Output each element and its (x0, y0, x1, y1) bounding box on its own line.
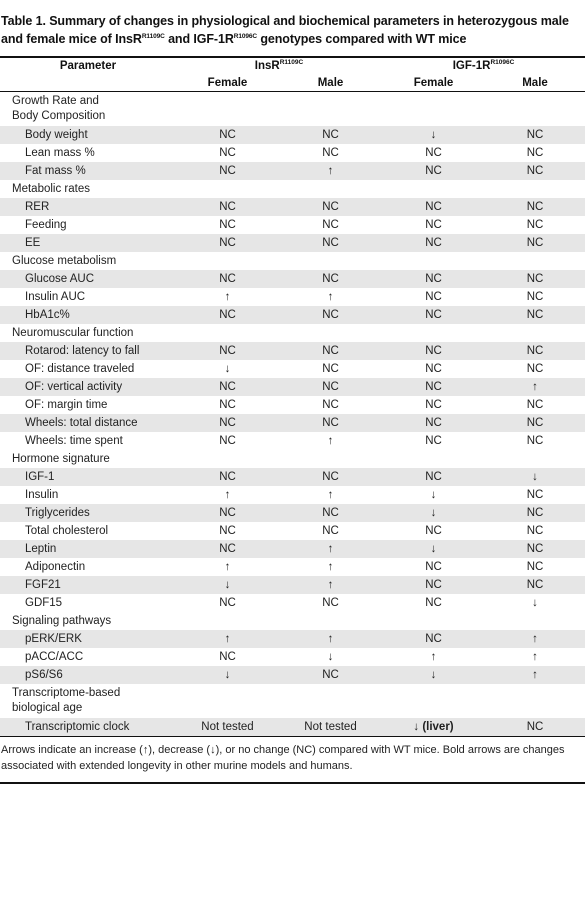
value-cell: NC (485, 504, 585, 522)
value-cell: NC (382, 558, 485, 576)
parameter-cell: Wheels: total distance (0, 414, 176, 432)
caption-sup-insr: R1109C (141, 32, 165, 40)
value-cell: NC (279, 666, 382, 684)
table-row (0, 378, 585, 396)
section-row (0, 612, 585, 630)
value-cell: ↑ (176, 630, 279, 648)
value-cell: NC (382, 306, 485, 324)
parameter-cell: Adiponectin (0, 558, 176, 576)
value-cell: NC (382, 198, 485, 216)
value-cell: NC (485, 198, 585, 216)
table-body (0, 92, 585, 737)
parameter-cell: Wheels: time spent (0, 432, 176, 450)
table-row (0, 270, 585, 288)
value-cell: NC (485, 486, 585, 504)
value-cell: NC (279, 270, 382, 288)
value-cell: NC (279, 504, 382, 522)
table-row (0, 718, 585, 736)
parameter-cell: Fat mass % (0, 162, 176, 180)
value-cell: NC (279, 468, 382, 486)
value-cell: ↑ (279, 558, 382, 576)
value-cell: NC (176, 216, 279, 234)
value-cell: NC (485, 126, 585, 144)
value-cell: NC (485, 162, 585, 180)
value-cell: NC (485, 414, 585, 432)
value-cell: NC (485, 270, 585, 288)
parameter-cell: GDF15 (0, 594, 176, 612)
table-row (0, 504, 585, 522)
table-row (0, 468, 585, 486)
table-row (0, 666, 585, 684)
value-cell: NC (485, 360, 585, 378)
value-cell: NC (382, 396, 485, 414)
table-row (0, 648, 585, 666)
value-cell: ↑ (279, 432, 382, 450)
value-cell: NC (176, 468, 279, 486)
table-row (0, 288, 585, 306)
value-cell: NC (485, 558, 585, 576)
value-cell: NC (279, 306, 382, 324)
table-caption (0, 0, 585, 48)
table-row (0, 630, 585, 648)
value-cell: NC (176, 414, 279, 432)
value-cell: ↑ (279, 288, 382, 306)
table-row (0, 558, 585, 576)
igf-sup: R1096C (490, 59, 515, 67)
value-cell: ↓ (176, 666, 279, 684)
igf-female-header: Female (382, 75, 485, 92)
value-cell: ↓ (382, 126, 485, 144)
value-cell: NC (382, 522, 485, 540)
value-cell: NC (176, 306, 279, 324)
value-cell: NC (485, 432, 585, 450)
value-cell: ↓ (279, 648, 382, 666)
value-cell: NC (176, 504, 279, 522)
end-rule (0, 782, 585, 784)
table-row (0, 576, 585, 594)
parameter-cell: IGF-1 (0, 468, 176, 486)
footnote: Arrows indicate an increase (↑), decrease (↓), or no change (NC) compared with WT mice. Bold arrows are changes associated with extended longevity in other murine models and humans. (1, 744, 565, 772)
parameter-cell: pS6/S6 (0, 666, 176, 684)
value-cell: NC (176, 342, 279, 360)
value-cell: NC (279, 360, 382, 378)
value-cell: ↑ (279, 162, 382, 180)
insr-male-header: Male (279, 75, 382, 92)
value-cell: NC (279, 378, 382, 396)
section-row (0, 252, 585, 270)
value-cell: NC (176, 648, 279, 666)
value-cell: ↑ (485, 648, 585, 666)
value-cell: NC (382, 576, 485, 594)
table-row (0, 540, 585, 558)
table-row (0, 432, 585, 450)
parameter-cell: HbA1c% (0, 306, 176, 324)
value-cell: ↓ (485, 468, 585, 486)
parameter-cell: Total cholesterol (0, 522, 176, 540)
value-cell: NC (382, 630, 485, 648)
value-cell: NC (279, 594, 382, 612)
value-cell: NC (279, 342, 382, 360)
parameter-cell: Leptin (0, 540, 176, 558)
value-cell: NC (485, 306, 585, 324)
table-row (0, 342, 585, 360)
table-row (0, 522, 585, 540)
igf-header (382, 58, 585, 75)
parameter-cell: Insulin (0, 486, 176, 504)
value-cell: NC (382, 414, 485, 432)
value-cell: ↓ (382, 504, 485, 522)
value-cell: NC (176, 540, 279, 558)
value-cell: NC (485, 216, 585, 234)
value-cell: NC (279, 126, 382, 144)
caption-text: genotypes compared with WT mice (257, 32, 467, 46)
value-cell: ↓ (382, 540, 485, 558)
value-cell: NC (382, 342, 485, 360)
value-cell: ↓ (382, 486, 485, 504)
header-row (0, 58, 585, 75)
value-cell: NC (485, 288, 585, 306)
parameter-cell: OF: distance traveled (0, 360, 176, 378)
value-cell: ↑ (485, 666, 585, 684)
caption-text: Table 1. Summary of changes in physiological and biochemical parameters in heterozygous male and female mice of InsR (1, 14, 569, 46)
value-cell: ↑ (485, 630, 585, 648)
value-cell: NC (382, 216, 485, 234)
section-row (0, 180, 585, 198)
parameter-cell: EE (0, 234, 176, 252)
value-cell: NC (382, 360, 485, 378)
value-cell: NC (176, 522, 279, 540)
table-row (0, 360, 585, 378)
value-cell: NC (382, 468, 485, 486)
value-cell: ↑ (176, 558, 279, 576)
blank-header (0, 75, 176, 92)
value-cell: ↑ (279, 630, 382, 648)
parameter-cell: Glucose AUC (0, 270, 176, 288)
value-cell: ↓ (176, 576, 279, 594)
section-title: Transcriptome-based biological age (0, 684, 585, 718)
parameter-cell: Triglycerides (0, 504, 176, 522)
value-cell: ↑ (279, 540, 382, 558)
table-row (0, 396, 585, 414)
parameter-cell: Rotarod: latency to fall (0, 342, 176, 360)
value-cell: NC (382, 162, 485, 180)
value-cell: NC (485, 234, 585, 252)
section-title: Signaling pathways (0, 612, 585, 630)
insr-header (176, 58, 382, 75)
section-title: Neuromuscular function (0, 324, 585, 342)
value-cell: NC (485, 718, 585, 736)
value-cell: NC (279, 522, 382, 540)
igf-male-header: Male (485, 75, 585, 92)
insr-sup: R1109C (279, 59, 304, 67)
parameter-cell: Transcriptomic clock (0, 718, 176, 736)
value-cell: NC (279, 396, 382, 414)
parameter-cell: Body weight (0, 126, 176, 144)
value-cell: NC (176, 126, 279, 144)
value-cell: NC (382, 378, 485, 396)
section-row (0, 324, 585, 342)
value-cell: NC (382, 432, 485, 450)
value-cell: NC (279, 144, 382, 162)
value-cell: NC (279, 234, 382, 252)
table-row (0, 144, 585, 162)
value-cell: NC (485, 522, 585, 540)
value-cell: NC (485, 144, 585, 162)
table-row (0, 306, 585, 324)
value-cell: NC (176, 396, 279, 414)
value-cell: ↓ (liver) (382, 718, 485, 736)
value-cell: NC (176, 270, 279, 288)
value-cell: ↓ (485, 594, 585, 612)
section-row (0, 684, 585, 718)
section-title: Hormone signature (0, 450, 585, 468)
value-cell: NC (176, 198, 279, 216)
parameter-cell: OF: vertical activity (0, 378, 176, 396)
table-row (0, 198, 585, 216)
value-cell: NC (176, 144, 279, 162)
igf-label: IGF-1R (452, 60, 491, 72)
value-cell: ↓ (382, 666, 485, 684)
table-row (0, 414, 585, 432)
table-row (0, 126, 585, 144)
value-cell: NC (485, 576, 585, 594)
value-cell: ↑ (485, 378, 585, 396)
value-cell: NC (176, 234, 279, 252)
table-row (0, 216, 585, 234)
parameter-header: Parameter (59, 60, 117, 72)
parameter-cell: Lean mass % (0, 144, 176, 162)
value-cell: NC (382, 288, 485, 306)
value-cell: NC (382, 270, 485, 288)
value-cell: NC (382, 234, 485, 252)
value-cell: NC (279, 198, 382, 216)
parameter-cell: pERK/ERK (0, 630, 176, 648)
value-cell: NC (176, 432, 279, 450)
insr-label: InsR (254, 60, 280, 72)
table-row (0, 486, 585, 504)
value-cell: NC (279, 414, 382, 432)
section-title: Metabolic rates (0, 180, 585, 198)
section-title: Growth Rate and Body Composition (0, 92, 585, 127)
section-row (0, 450, 585, 468)
parameter-cell: OF: margin time (0, 396, 176, 414)
value-cell: ↑ (279, 486, 382, 504)
value-cell: NC (382, 594, 485, 612)
value-cell: Not tested (279, 718, 382, 736)
section-row (0, 92, 585, 127)
caption-sup-igf: R1096C (233, 32, 257, 40)
parameter-cell: FGF21 (0, 576, 176, 594)
table-row (0, 162, 585, 180)
table-row (0, 594, 585, 612)
value-cell: NC (485, 540, 585, 558)
parameter-cell: Insulin AUC (0, 288, 176, 306)
value-cell: ↑ (279, 576, 382, 594)
value-cell: NC (176, 162, 279, 180)
value-cell: NC (485, 396, 585, 414)
value-cell: ↑ (382, 648, 485, 666)
data-table (0, 58, 585, 736)
value-cell: NC (279, 216, 382, 234)
value-cell: NC (176, 594, 279, 612)
section-title: Glucose metabolism (0, 252, 585, 270)
value-cell: ↑ (176, 288, 279, 306)
insr-female-header: Female (176, 75, 279, 92)
caption-text: and IGF-1R (164, 32, 234, 46)
value-cell: NC (382, 144, 485, 162)
parameter-cell: RER (0, 198, 176, 216)
table-row (0, 234, 585, 252)
value-cell: NC (176, 378, 279, 396)
value-cell: Not tested (176, 718, 279, 736)
value-cell: ↑ (176, 486, 279, 504)
subheader-row (0, 75, 585, 92)
value-cell: ↓ (176, 360, 279, 378)
parameter-cell: pACC/ACC (0, 648, 176, 666)
value-cell: NC (485, 342, 585, 360)
parameter-cell: Feeding (0, 216, 176, 234)
